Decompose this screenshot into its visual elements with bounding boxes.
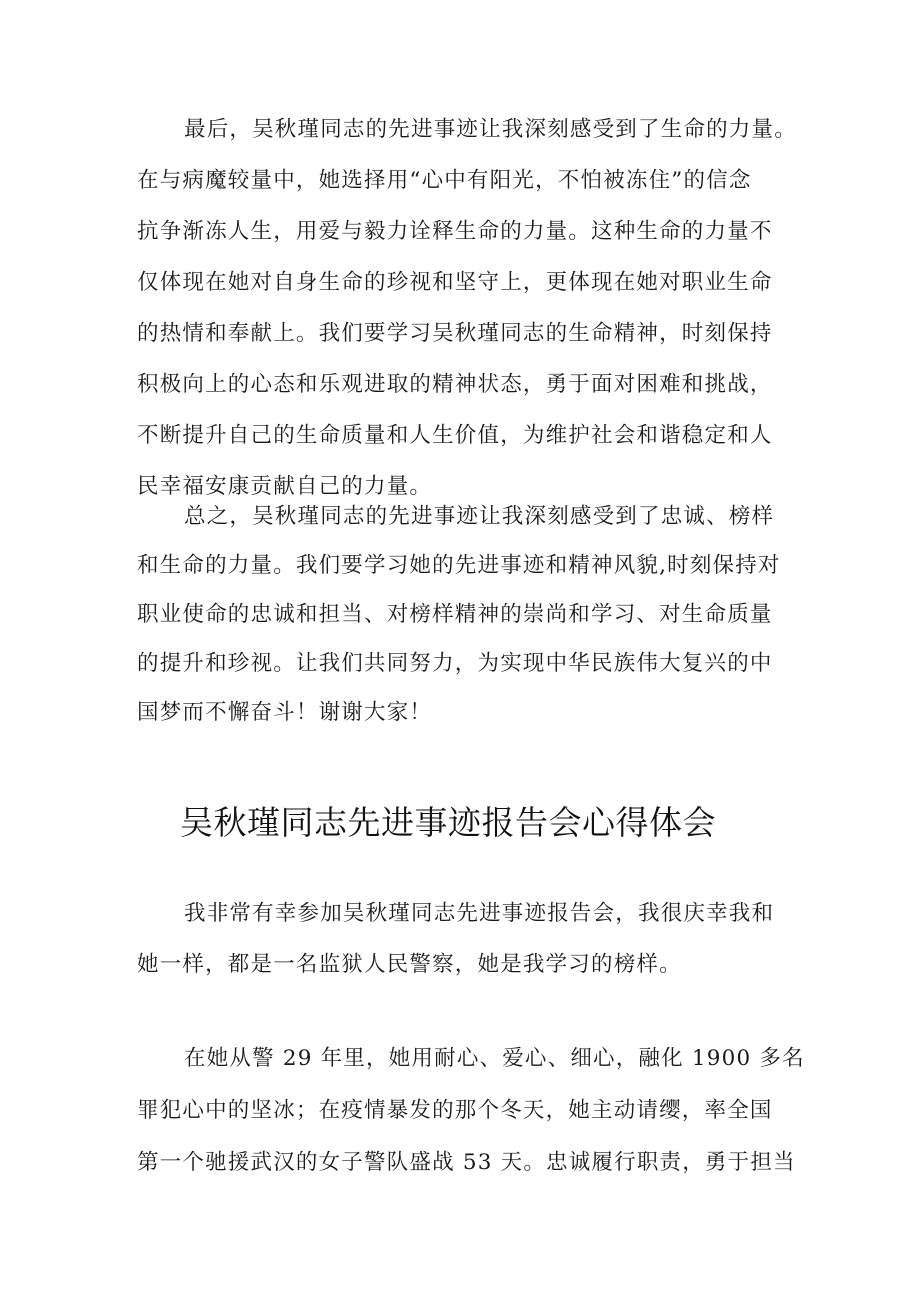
paragraph-line: 罪犯心中的坚冰；在疫情暴发的那个冬天，她主动请缨，率全国 bbox=[137, 1098, 773, 1123]
paragraph-line: 积极向上的心态和乐观进取的精神状态，勇于面对困难和挑战， bbox=[137, 372, 773, 397]
paragraph-line: 我非常有幸参加吴秋瑾同志先进事迹报告会，我很庆幸我和 bbox=[184, 901, 775, 926]
paragraph-line: 和生命的力量。我们要学习她的先进事迹和精神风貌,时刻保持对 bbox=[137, 553, 781, 578]
paragraph-line: 的热情和奉献上。我们要学习吴秋瑾同志的生命精神，时刻保持 bbox=[137, 321, 773, 346]
paragraph-line: 不断提升自己的生命质量和人生价值，为维护社会和谐稳定和人 bbox=[137, 423, 773, 448]
paragraph-line: 民幸福安康贡献自己的力量。 bbox=[137, 474, 433, 499]
paragraph-line: 她一样，都是一名监狱人民警察，她是我学习的榜样。 bbox=[137, 952, 682, 977]
essay-heading: 吴秋瑾同志先进事迹报告会心得体会 bbox=[180, 803, 716, 842]
paragraph-line: 在她从警 29 年里，她用耐心、爱心、细心，融化 1900 多名 bbox=[184, 1046, 805, 1071]
paragraph-line: 职业使命的忠诚和担当、对榜样精神的崇尚和学习、对生命质量 bbox=[137, 602, 773, 627]
paragraph-line: 最后，吴秋瑾同志的先进事迹让我深刻感受到了生命的力量。 bbox=[184, 117, 797, 142]
paragraph-line: 第一个驰援武汉的女子警队盛战 53 天。忠诚履行职责，勇于担当 bbox=[137, 1150, 796, 1175]
paragraph-line: 仅体现在她对自身生命的珍视和坚守上，更体现在她对职业生命 bbox=[137, 270, 773, 295]
paragraph-line: 国梦而不懈奋斗！谢谢大家！ bbox=[137, 700, 433, 725]
paragraph-line: 在与病魔较量中，她选择用“心中有阳光，不怕被冻住”的信念 bbox=[137, 168, 752, 193]
paragraph-line: 总之，吴秋瑾同志的先进事迹让我深刻感受到了忠诚、榜样 bbox=[184, 504, 775, 529]
paragraph-line: 抗争渐冻人生，用爱与毅力诠释生命的力量。这种生命的力量不 bbox=[137, 219, 773, 244]
paragraph-line: 的提升和珍视。让我们共同努力，为实现中华民族伟大复兴的中 bbox=[137, 651, 773, 676]
